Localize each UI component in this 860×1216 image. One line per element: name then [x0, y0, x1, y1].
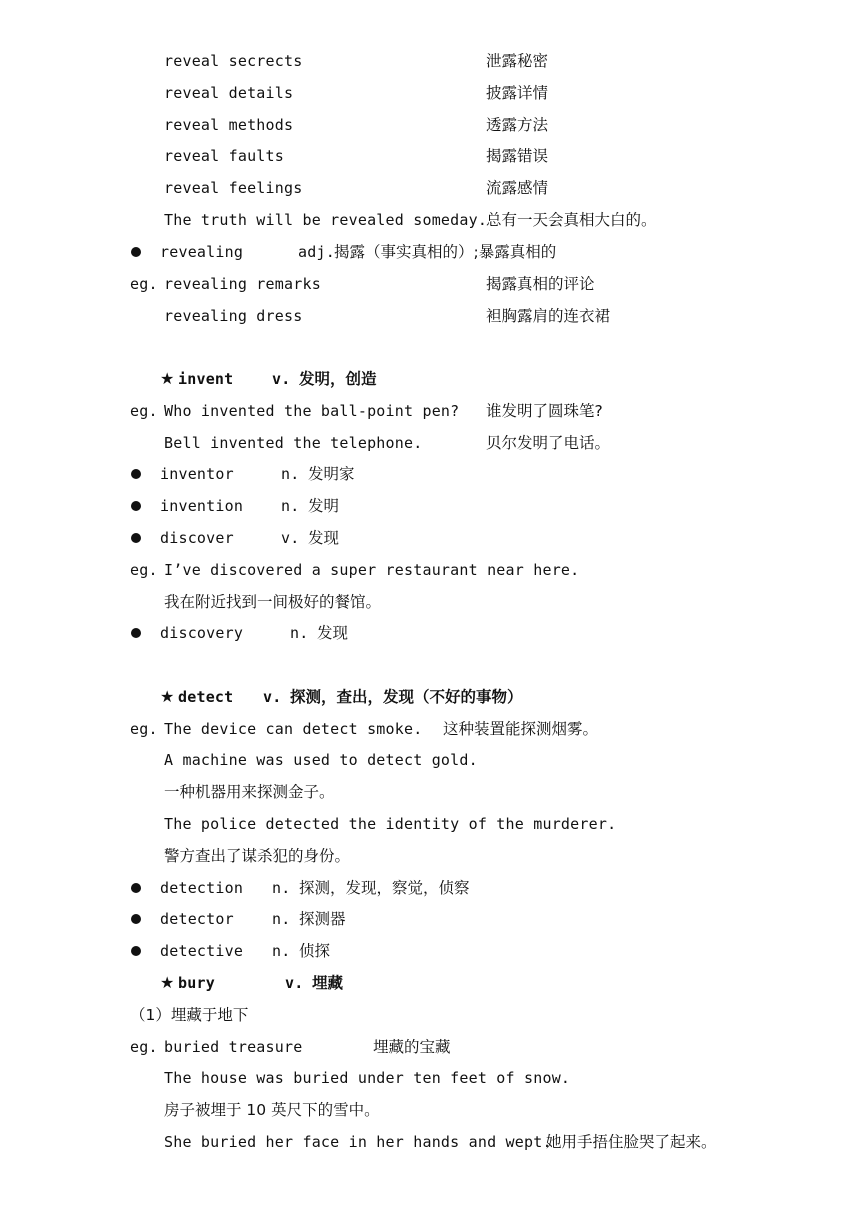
derived-word: discover [160, 529, 234, 547]
part-of-speech: n. [272, 942, 291, 960]
part-of-speech: v. [272, 370, 291, 388]
phrase-cn: 流露感情 [486, 179, 549, 197]
phrase-row [0, 208, 860, 232]
eg-label: eg. [130, 1038, 158, 1056]
meaning: 发现 [308, 529, 340, 547]
example-row [0, 812, 860, 836]
example-en: She buried her face in her hands and wept. [164, 1133, 552, 1151]
derived-word: detection [160, 879, 244, 897]
derived-word: revealing [160, 243, 244, 261]
meaning: 探测，发现，察觉，侦察 [299, 879, 470, 897]
phrase-en: reveal secrects [164, 52, 303, 70]
bullet-icon [131, 501, 141, 511]
derived-word: detective [160, 942, 244, 960]
sense-heading: （1）埋藏于地下 [130, 1006, 249, 1024]
headword-row [0, 971, 860, 995]
example-row [0, 844, 860, 868]
example-cn: 她用手捂住脸哭了起来。 [546, 1133, 717, 1151]
phrase-row [0, 176, 860, 200]
meaning: 埋藏 [312, 974, 344, 992]
example-row [0, 1035, 860, 1059]
derived-word: discovery [160, 624, 244, 642]
meaning: 发现 [317, 624, 349, 642]
example-cn: 揭露真相的评论 [486, 275, 595, 293]
example-cn: 贝尔发明了电话。 [486, 434, 611, 452]
phrase-en: reveal methods [164, 116, 294, 134]
example-row [0, 1098, 860, 1122]
meaning: 发明家 [308, 465, 355, 483]
derived-word-row [0, 240, 860, 264]
derived-word-row [0, 876, 860, 900]
derived-word-row [0, 494, 860, 518]
example-en: revealing remarks [164, 275, 321, 293]
star-icon: ★ [160, 973, 175, 992]
phrase-cn: 披露详情 [486, 84, 549, 102]
example-cn: 房子被埋于 10 英尺下的雪中。 [164, 1101, 380, 1119]
bullet-icon [131, 628, 141, 638]
derived-word: inventor [160, 465, 234, 483]
derived-word-row [0, 621, 860, 645]
phrase-row [0, 113, 860, 137]
example-en: Who invented the ball-point pen? [164, 402, 460, 420]
meaning: 探测器 [299, 910, 346, 928]
part-of-speech: adj. [298, 243, 335, 261]
headword-row [0, 367, 860, 391]
example-cn: 谁发明了圆珠笔? [486, 402, 603, 420]
phrase-en: reveal details [164, 84, 294, 102]
bullet-icon [131, 914, 141, 924]
eg-label: eg. [130, 275, 158, 293]
bullet-icon [131, 469, 141, 479]
derived-word: invention [160, 497, 244, 515]
star-icon: ★ [160, 687, 175, 706]
phrase-row [0, 49, 860, 73]
example-row [0, 558, 860, 582]
derived-word-row [0, 907, 860, 931]
example-row [0, 304, 860, 328]
example-en: buried treasure [164, 1038, 303, 1056]
example-en: A machine was used to detect gold. [164, 751, 478, 769]
derived-word-row [0, 526, 860, 550]
bullet-icon [131, 946, 141, 956]
part-of-speech: v. [281, 529, 300, 547]
bullet-icon [131, 883, 141, 893]
example-row [0, 590, 860, 614]
meaning: 发明 [308, 497, 340, 515]
eg-label: eg. [130, 402, 158, 420]
phrase-en: The truth will be revealed someday. [164, 211, 488, 229]
part-of-speech: n. [272, 879, 291, 897]
eg-label: eg. [130, 720, 158, 738]
example-row [0, 272, 860, 296]
example-en: I’ve discovered a super restaurant near here. [164, 561, 580, 579]
example-cn: 一种机器用来探测金子。 [164, 783, 335, 801]
phrase-row [0, 144, 860, 168]
example-cn: 袒胸露肩的连衣裙 [486, 307, 611, 325]
meaning: 探测，查出，发现（不好的事物） [290, 688, 523, 706]
example-row [0, 1066, 860, 1090]
phrase-cn: 揭露错误 [486, 147, 549, 165]
derived-word-row [0, 462, 860, 486]
example-en: The device can detect smoke. [164, 720, 423, 738]
phrase-cn: 总有一天会真相大白的。 [486, 211, 657, 229]
star-icon: ★ [160, 369, 175, 388]
part-of-speech: n. [290, 624, 309, 642]
bullet-icon [131, 247, 141, 257]
headword: invent [178, 370, 234, 388]
example-cn: 埋藏的宝藏 [373, 1038, 451, 1056]
example-cn: 警方查出了谋杀犯的身份。 [164, 847, 351, 865]
example-en: revealing dress [164, 307, 303, 325]
part-of-speech: n. [281, 497, 300, 515]
meaning: 侦探 [299, 942, 331, 960]
headword-row [0, 685, 860, 709]
example-en: The police detected the identity of the murderer. [164, 815, 617, 833]
derived-word-row [0, 939, 860, 963]
example-cn: 我在附近找到一间极好的餐馆。 [164, 593, 382, 611]
headword: bury [178, 974, 215, 992]
example-en: The house was buried under ten feet of snow. [164, 1069, 571, 1087]
phrase-row [0, 81, 860, 105]
part-of-speech: v. [285, 974, 304, 992]
example-row [0, 780, 860, 804]
phrase-en: reveal feelings [164, 179, 303, 197]
example-en: Bell invented the telephone. [164, 434, 423, 452]
derived-word: detector [160, 910, 234, 928]
headword: detect [178, 688, 234, 706]
bullet-icon [131, 533, 141, 543]
sense-row [0, 1003, 860, 1027]
part-of-speech: v. [263, 688, 282, 706]
meaning: 揭露（事实真相的）;暴露真相的 [334, 243, 557, 261]
example-row [0, 717, 860, 741]
eg-label: eg. [130, 561, 158, 579]
phrase-cn: 透露方法 [486, 116, 549, 134]
example-row [0, 431, 860, 455]
example-cn: 这种装置能探测烟雾。 [443, 720, 599, 738]
example-row [0, 1130, 860, 1154]
example-row [0, 399, 860, 423]
part-of-speech: n. [272, 910, 291, 928]
part-of-speech: n. [281, 465, 300, 483]
phrase-cn: 泄露秘密 [486, 52, 549, 70]
meaning: 发明，创造 [299, 370, 377, 388]
example-row [0, 748, 860, 772]
phrase-en: reveal faults [164, 147, 284, 165]
